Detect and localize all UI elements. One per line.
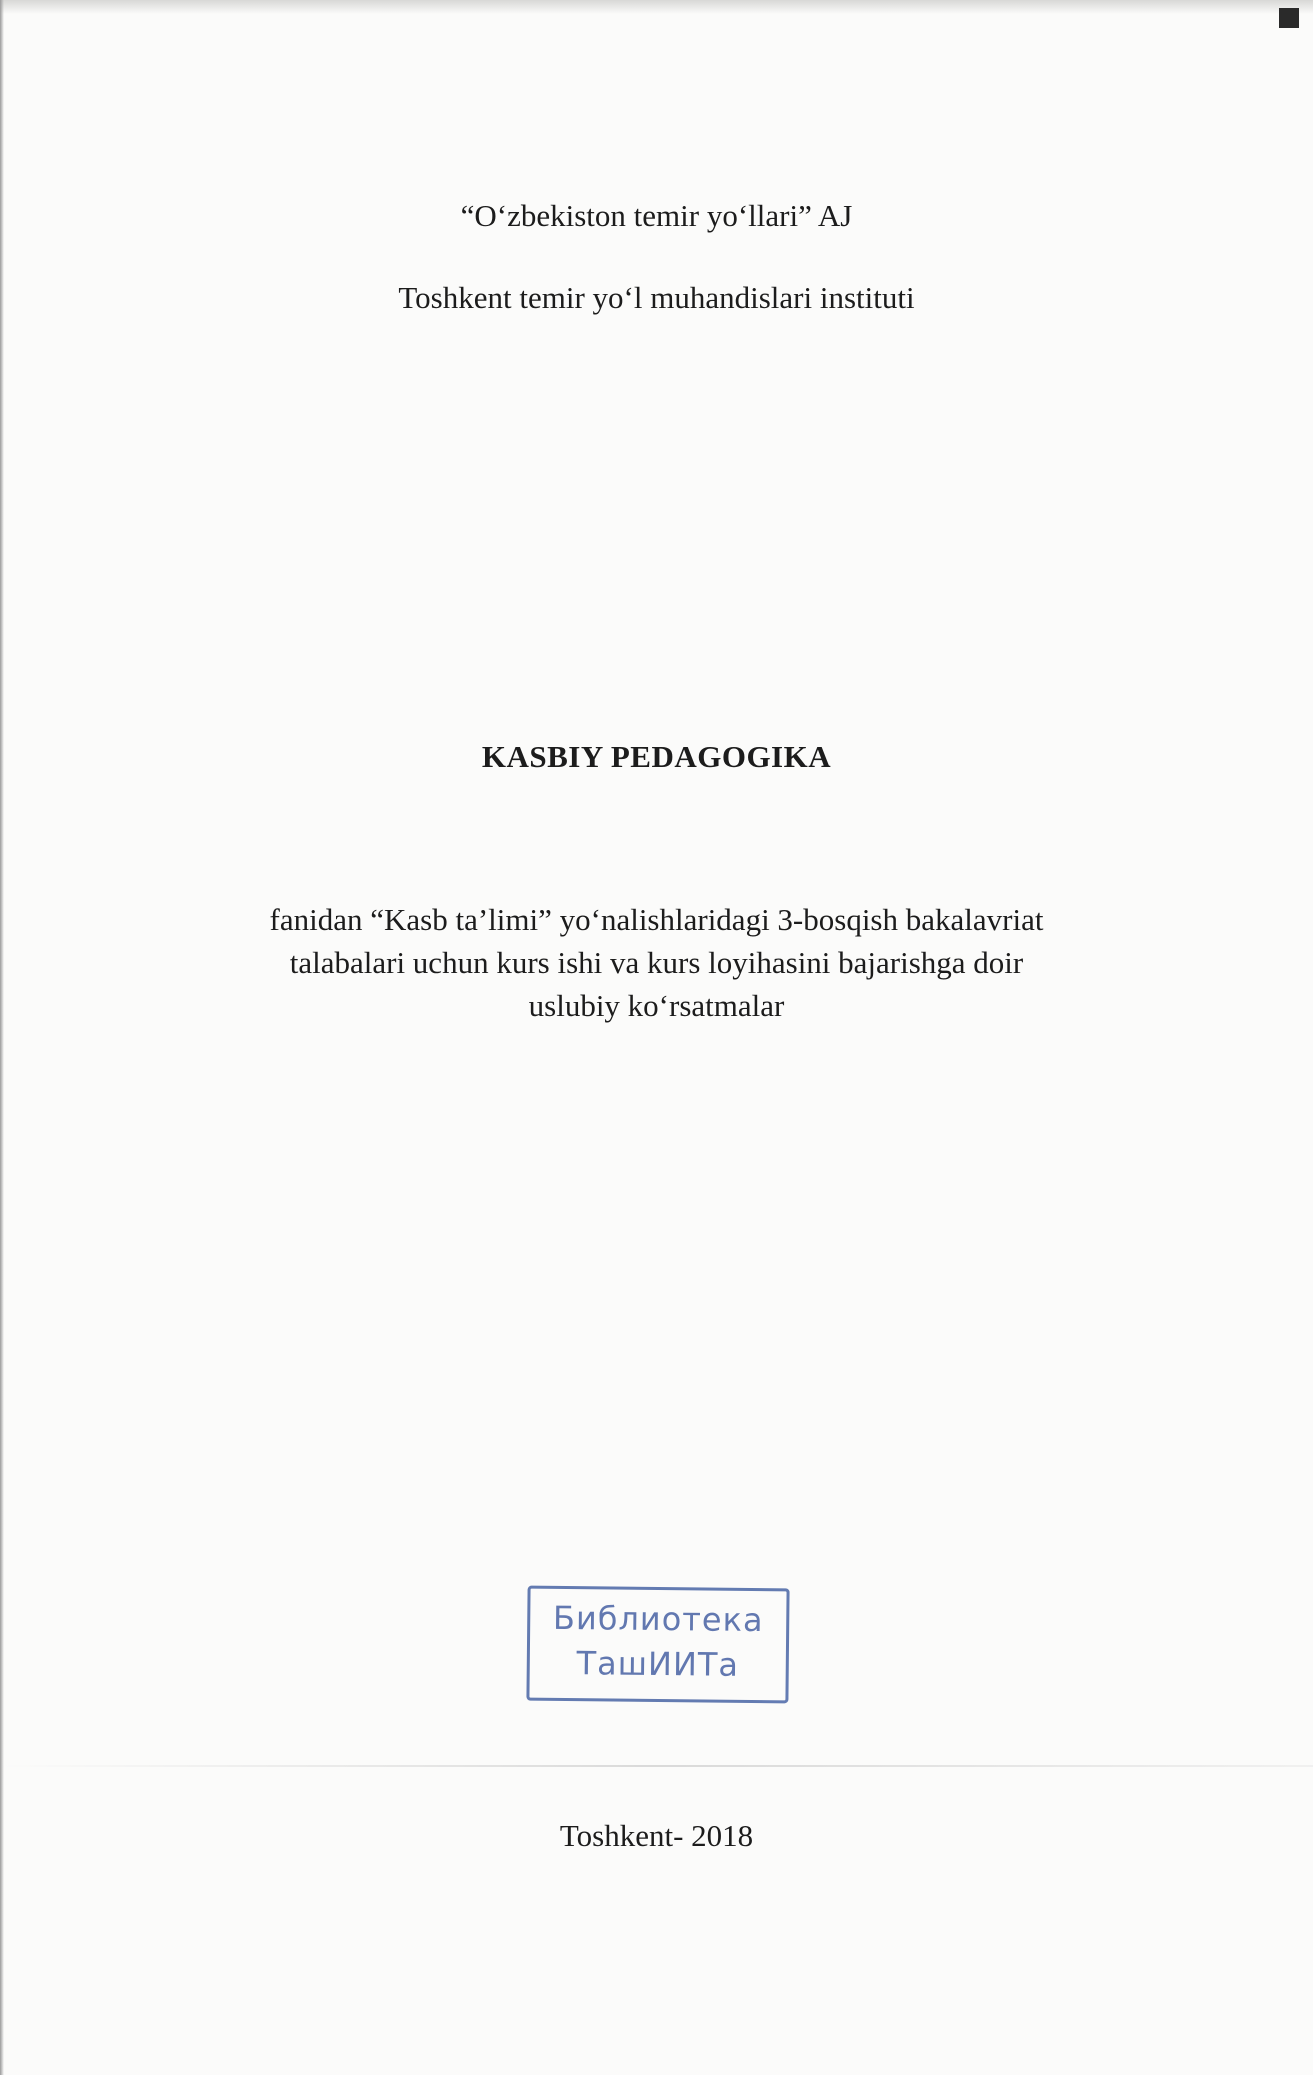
stamp-text-library: Библиотека <box>552 1598 764 1640</box>
scan-corner-mark <box>1279 8 1299 28</box>
stamp-text-institute: ТашИИТа <box>576 1644 740 1684</box>
description-line-2: talabalari uchun kurs ishi va kurs loyihasini bajarishga doir <box>289 945 1024 980</box>
institute-name: Toshkent temir yo‘l muhandislari instituti <box>398 280 915 315</box>
organization-name: “O‘zbekiston temir yo‘llari” AJ <box>460 198 853 233</box>
scan-edge-top <box>0 0 1313 14</box>
library-stamp <box>526 1586 789 1704</box>
city-year: Toshkent- 2018 <box>559 1818 754 1853</box>
description-line-1: fanidan “Kasb ta’limi” yo‘nalishlaridagi 3-bosqish bakalavriat <box>269 902 1044 937</box>
document-title: KASBIY PEDAGOGIKA <box>481 739 832 774</box>
description-line-3: uslubiy ko‘rsatmalar <box>528 988 785 1023</box>
scan-line-artifact <box>0 1765 1313 1767</box>
